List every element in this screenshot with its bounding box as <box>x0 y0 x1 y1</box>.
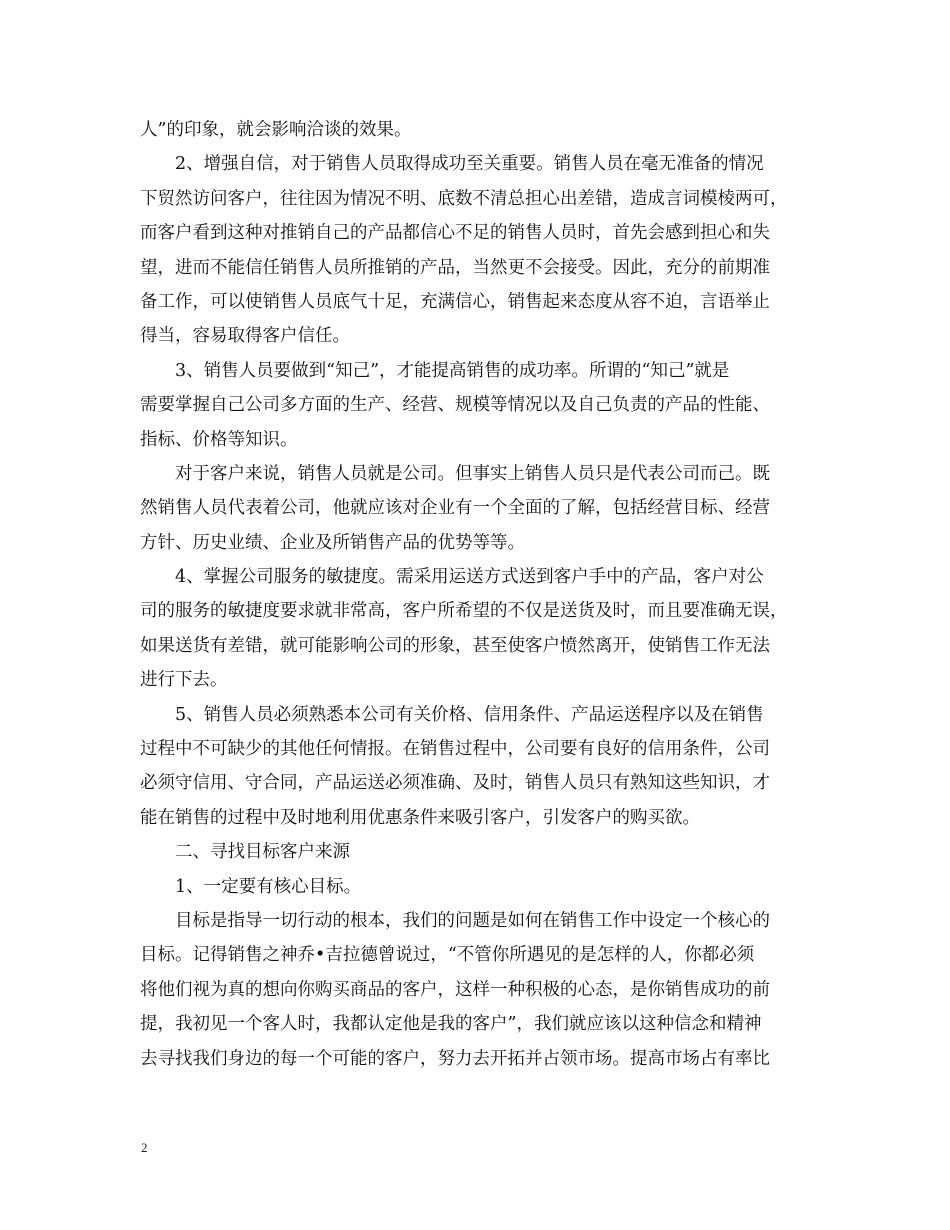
text-line: 然销售人员代表着公司，他就应该对企业有一个全面的了解，包括经营目标、经营 <box>140 498 770 519</box>
text-line: 2、增强自信，对于销售人员取得成功至关重要。销售人员在毫无准备的情况 <box>175 154 764 175</box>
section-heading: 二、寻找目标客户来源 <box>175 842 350 863</box>
text-line: 如果送货有差错，就可能影响公司的形象，甚至使客户愤然离开，使销售工作无法 <box>140 635 770 656</box>
text-line: 需要掌握自己公司多方面的生产、经营、规模等情况以及自己负责的产品的性能、 <box>140 395 770 416</box>
text-line: 必须守信用、守合同，产品运送必须准确、及时，销售人员只有熟知这些知识，才 <box>140 773 770 794</box>
body-text <box>140 113 812 1076</box>
text-line: 进行下去。 <box>140 670 228 691</box>
text-line: 人”的印象，就会影响洽谈的效果。 <box>140 120 412 140</box>
text-line: 目标。记得销售之神乔•吉拉德曾说过，“不管你所遇见的是怎样的人，你都必须 <box>140 945 755 966</box>
text-line: 得当，容易取得客户信任。 <box>140 326 350 347</box>
text-line: 下贸然访问客户，往往因为情况不明、底数不清总担心出差错，造成言词模棱两可， <box>140 188 788 209</box>
text-line: 而客户看到这种对推销自己的产品都信心不足的销售人员时，首先会感到担心和失 <box>140 223 770 244</box>
text-line: 将他们视为真的想向你购买商品的客户，这样一种积极的心态，是你销售成功的前 <box>140 979 770 1000</box>
text-line: 去寻找我们身边的每一个可能的客户，努力去开拓并占领市场。提高市场占有率比 <box>140 1048 770 1069</box>
text-line: 司的服务的敏捷度要求就非常高，客户所希望的不仅是送货及时，而且要准确无误， <box>140 601 788 622</box>
page-number: 2 <box>141 1140 148 1155</box>
text-line: 3、销售人员要做到“知己”，才能提高销售的成功率。所谓的“知己”就是 <box>175 360 730 381</box>
text-line: 目标是指导一切行动的根本，我们的问题是如何在销售工作中设定一个核心的 <box>175 910 770 931</box>
subsection-heading: 1、一定要有核心目标。 <box>175 876 362 897</box>
text-line: 过程中不可缺少的其他任何情报。在销售过程中，公司要有良好的信用条件，公司 <box>140 739 770 760</box>
text-line: 望，进而不能信任销售人员所推销的产品，当然更不会接受。因此，充分的前期准 <box>140 257 770 278</box>
text-line: 提，我初见一个客人时，我都认定他是我的客户”，我们就应该以这种信念和精神 <box>140 1014 762 1035</box>
text-line: 4、掌握公司服务的敏捷度。需采用运送方式送到客户手中的产品，客户对公 <box>175 567 764 588</box>
text-line: 对于客户来说，销售人员就是公司。但事实上销售人员只是代表公司而己。既 <box>175 463 770 484</box>
text-line: 5、销售人员必须熟悉本公司有关价格、信用条件、产品运送程序以及在销售 <box>175 704 764 725</box>
text-line: 备工作，可以使销售人员底气十足，充满信心，销售起来态度从容不迫，言语举止 <box>140 291 770 312</box>
text-line: 指标、价格等知识。 <box>140 429 298 450</box>
text-line: 能在销售的过程中及时地利用优惠条件来吸引客户，引发客户的购买欲。 <box>140 807 700 828</box>
text-line: 方针、历史业绩、企业及所销售产品的优势等等。 <box>140 532 525 553</box>
